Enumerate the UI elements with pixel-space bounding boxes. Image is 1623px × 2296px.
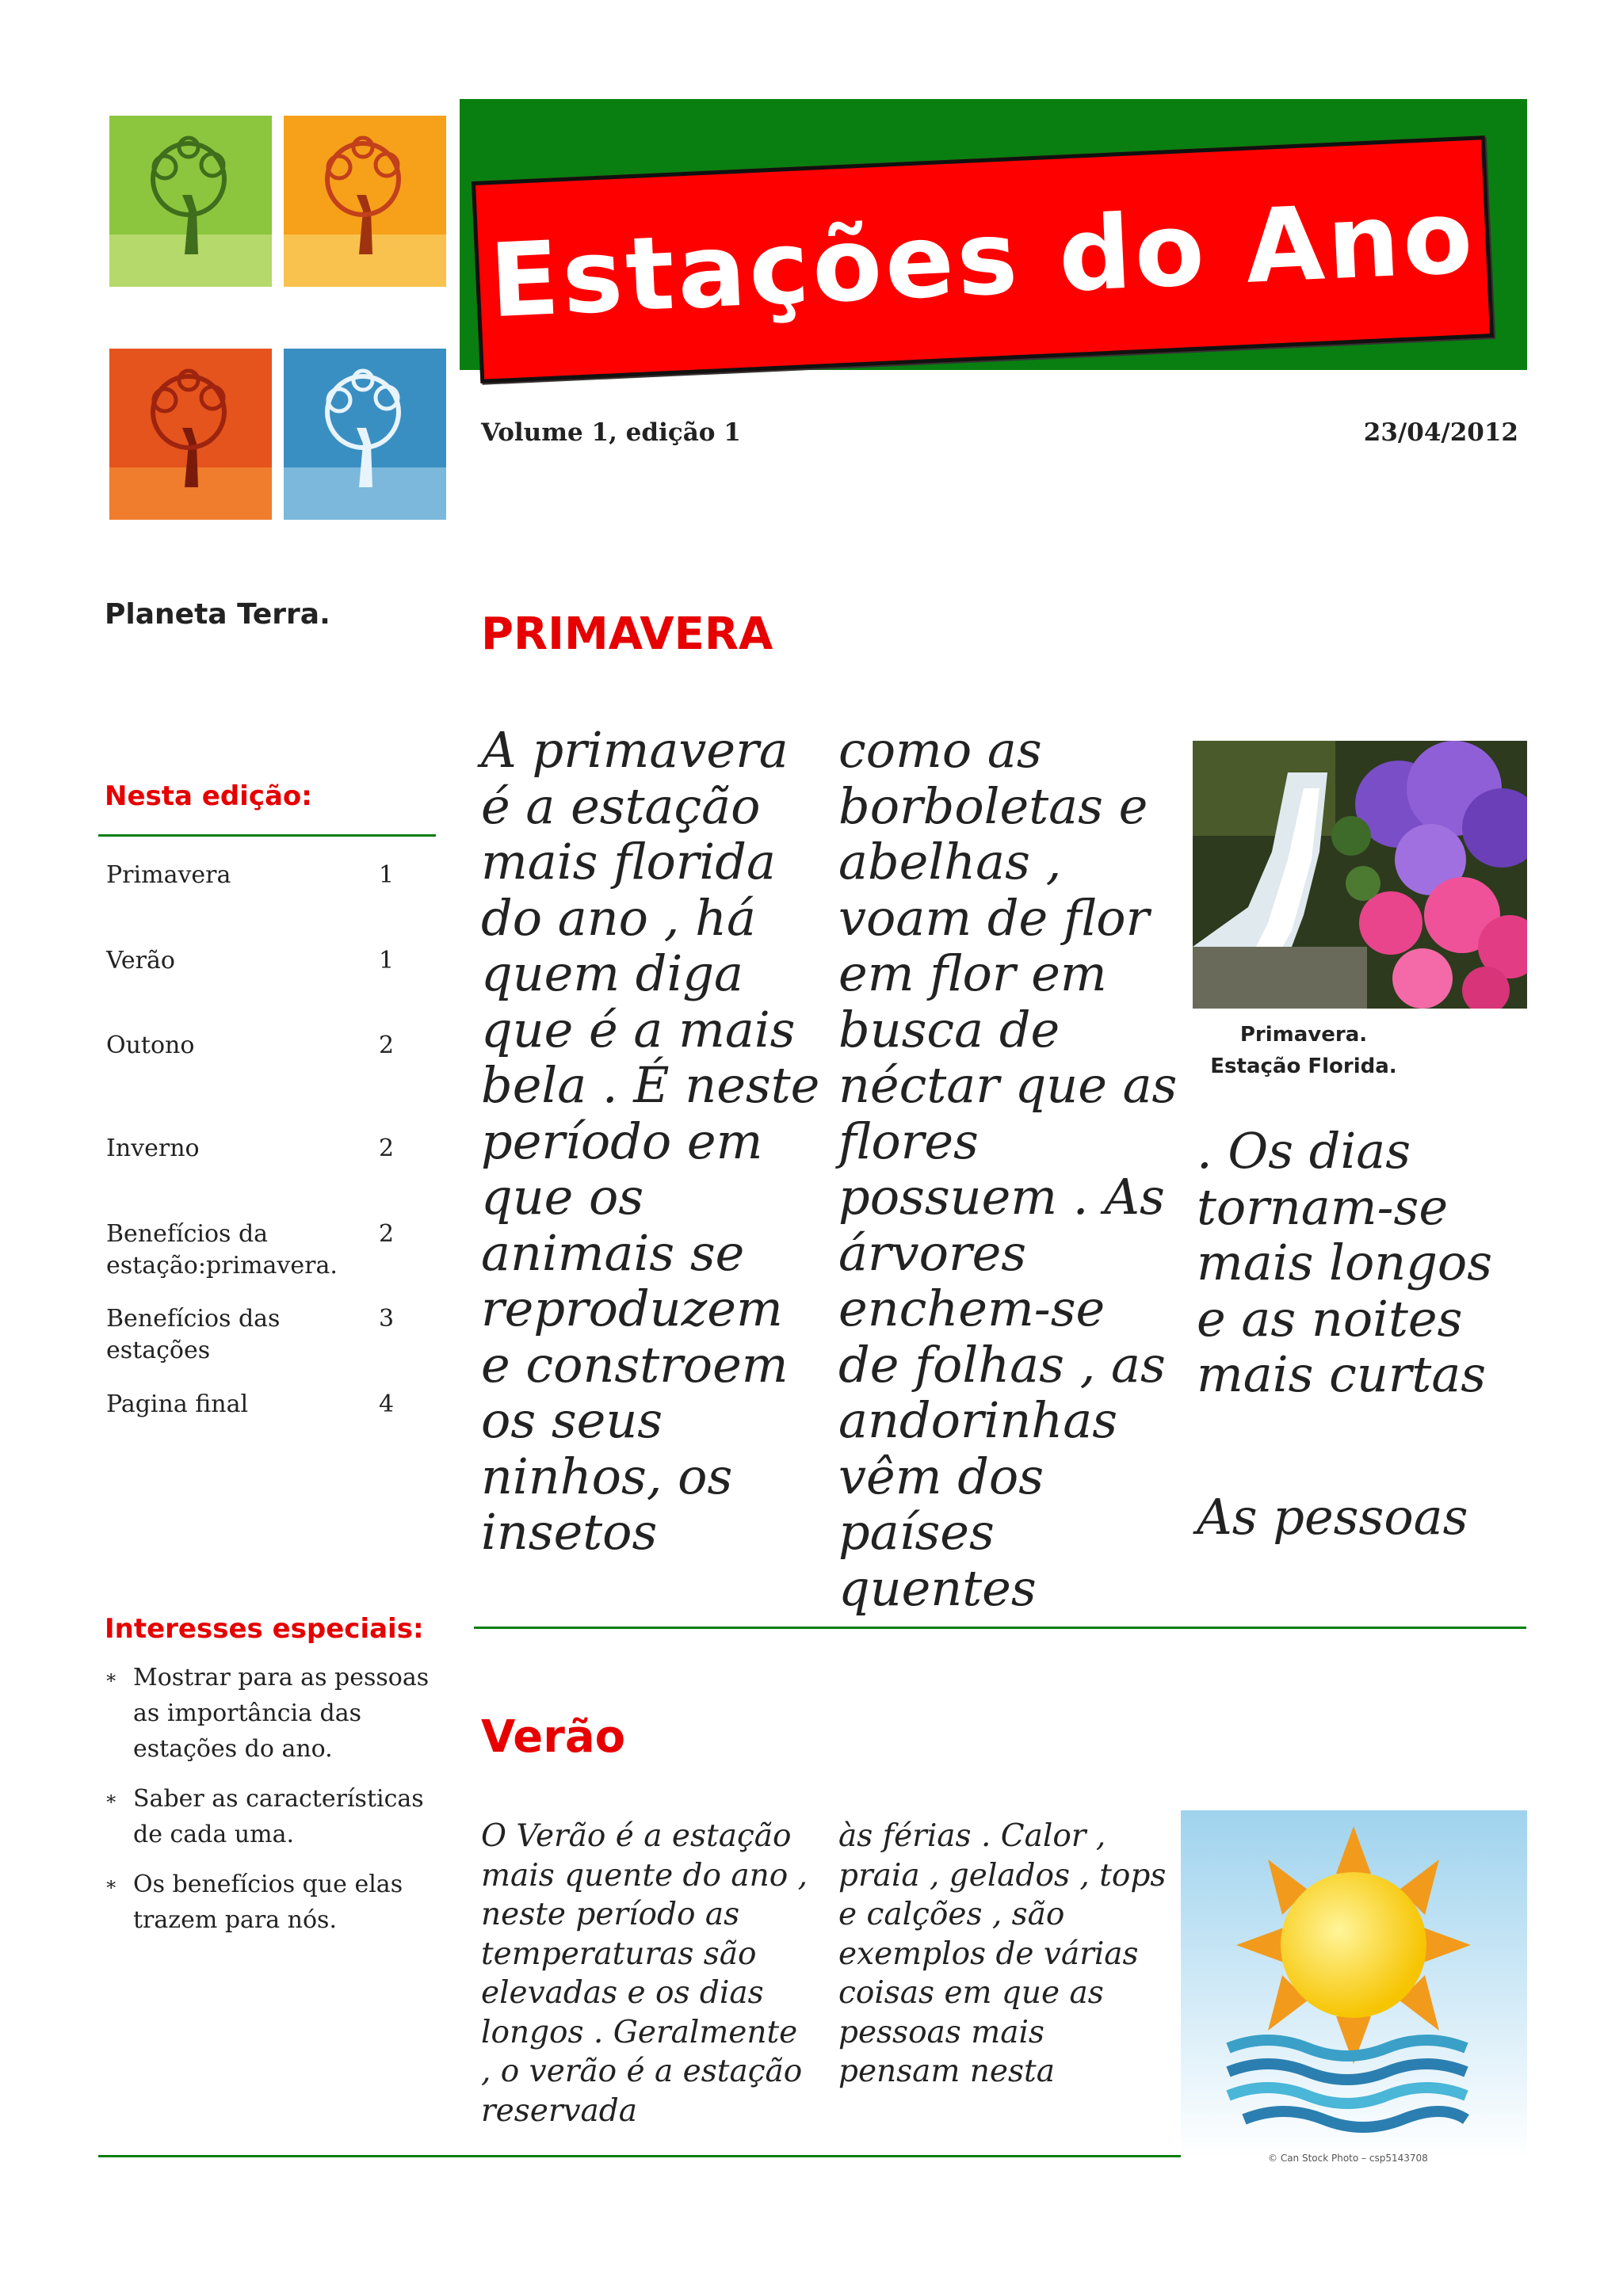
- interest-item: ∗ Saber as características de cada uma.: [105, 1781, 437, 1852]
- toc-item-label: Verão: [106, 947, 175, 974]
- verao-text-col1: O Verão é a estação mais quente do ano , neste período as temperaturas são elevadas e os dias longos . Geralmente , o verão é a estação reservada: [481, 1818, 808, 2129]
- toc-item-label: Primavera: [106, 861, 231, 889]
- primavera-heading: PRIMAVERA: [481, 608, 773, 660]
- primavera-text-col2: como as borboletas e abelhas , voam de flor em flor em busca de néctar que as flores possuem . As árvores enchem-se de folhas , as andorinhas vêm dos países quentes: [838, 721, 1178, 1617]
- toc-item-label: Benefícios da estação:primavera.: [106, 1220, 338, 1280]
- summer-tree-tile: [284, 116, 446, 287]
- toc-divider: [98, 834, 436, 837]
- toc-item-page: 1: [379, 861, 395, 889]
- toc-item-label: Outono: [106, 1032, 195, 1059]
- toc-item-label: Pagina final: [106, 1390, 249, 1418]
- toc-item-page: 2: [379, 1135, 395, 1162]
- winter-tree-icon: [284, 349, 446, 520]
- toc-item-label: Benefícios das estações: [106, 1305, 281, 1364]
- primavera-text-col1: A primavera é a estação mais florida do ano , há quem diga que é a mais bela . É neste período em que os animais se reproduzem e constroem os seus ninhos, os insetos: [481, 721, 820, 1561]
- primavera-text-col3-cont: As pessoas: [1197, 1488, 1468, 1546]
- autumn-tree-tile: [109, 349, 272, 520]
- toc-item-page: 2: [379, 1220, 395, 1248]
- bullet-star-icon: ∗: [105, 1787, 118, 1810]
- toc-item-label: Inverno: [106, 1135, 200, 1162]
- waterfall-flowers-image: [1193, 741, 1527, 1009]
- primavera-text-col3: . Os dias tornam-se mais longos e as noites mais curtas: [1197, 1122, 1493, 1403]
- sun-waves-image: [1181, 1810, 1527, 2157]
- section-divider: [98, 2155, 1181, 2157]
- verao-photo: [1181, 1810, 1527, 2157]
- section-divider: [474, 1627, 1526, 1629]
- spring-tree-icon: [109, 116, 272, 287]
- volume-label: Volume 1, edição 1: [481, 418, 741, 447]
- caption-line: Primavera.: [1239, 1023, 1368, 1047]
- summer-tree-icon: [284, 116, 446, 287]
- toc-title: Nesta edição:: [105, 780, 312, 812]
- toc-item-page: 3: [379, 1305, 395, 1333]
- spring-tree-tile: [109, 116, 272, 287]
- photo-credit: © Can Stock Photo – csp5143708: [1268, 2153, 1428, 2164]
- page-title: Estações do Ano: [487, 177, 1479, 341]
- interests-title: Interesses especiais:: [105, 1613, 424, 1645]
- toc-item-page: 4: [379, 1390, 395, 1418]
- primavera-photo: [1193, 741, 1527, 1009]
- planet-label: Planeta Terra.: [105, 598, 330, 631]
- toc-item-page: 2: [379, 1032, 395, 1059]
- autumn-tree-icon: [109, 349, 272, 520]
- interest-item: ∗ Os benefícios que elas trazem para nós.: [105, 1867, 437, 1938]
- issue-date: 23/04/2012: [1363, 418, 1518, 447]
- toc-item-page: 1: [379, 947, 395, 974]
- verao-text-col2: às férias . Calor , praia , gelados , tops e calções , são exemplos de várias coisas em que as pessoas mais pensam nesta: [838, 1818, 1167, 2089]
- bullet-star-icon: ∗: [105, 1666, 118, 1688]
- caption-line: Estação Florida.: [1210, 1055, 1397, 1078]
- verao-heading: Verão: [481, 1711, 626, 1763]
- interest-item: ∗ Mostrar para as pessoas as importância das estações do ano.: [105, 1660, 437, 1767]
- primavera-caption: [1193, 1019, 1415, 1082]
- bullet-star-icon: ∗: [105, 1873, 118, 1895]
- winter-tree-tile: [284, 349, 446, 520]
